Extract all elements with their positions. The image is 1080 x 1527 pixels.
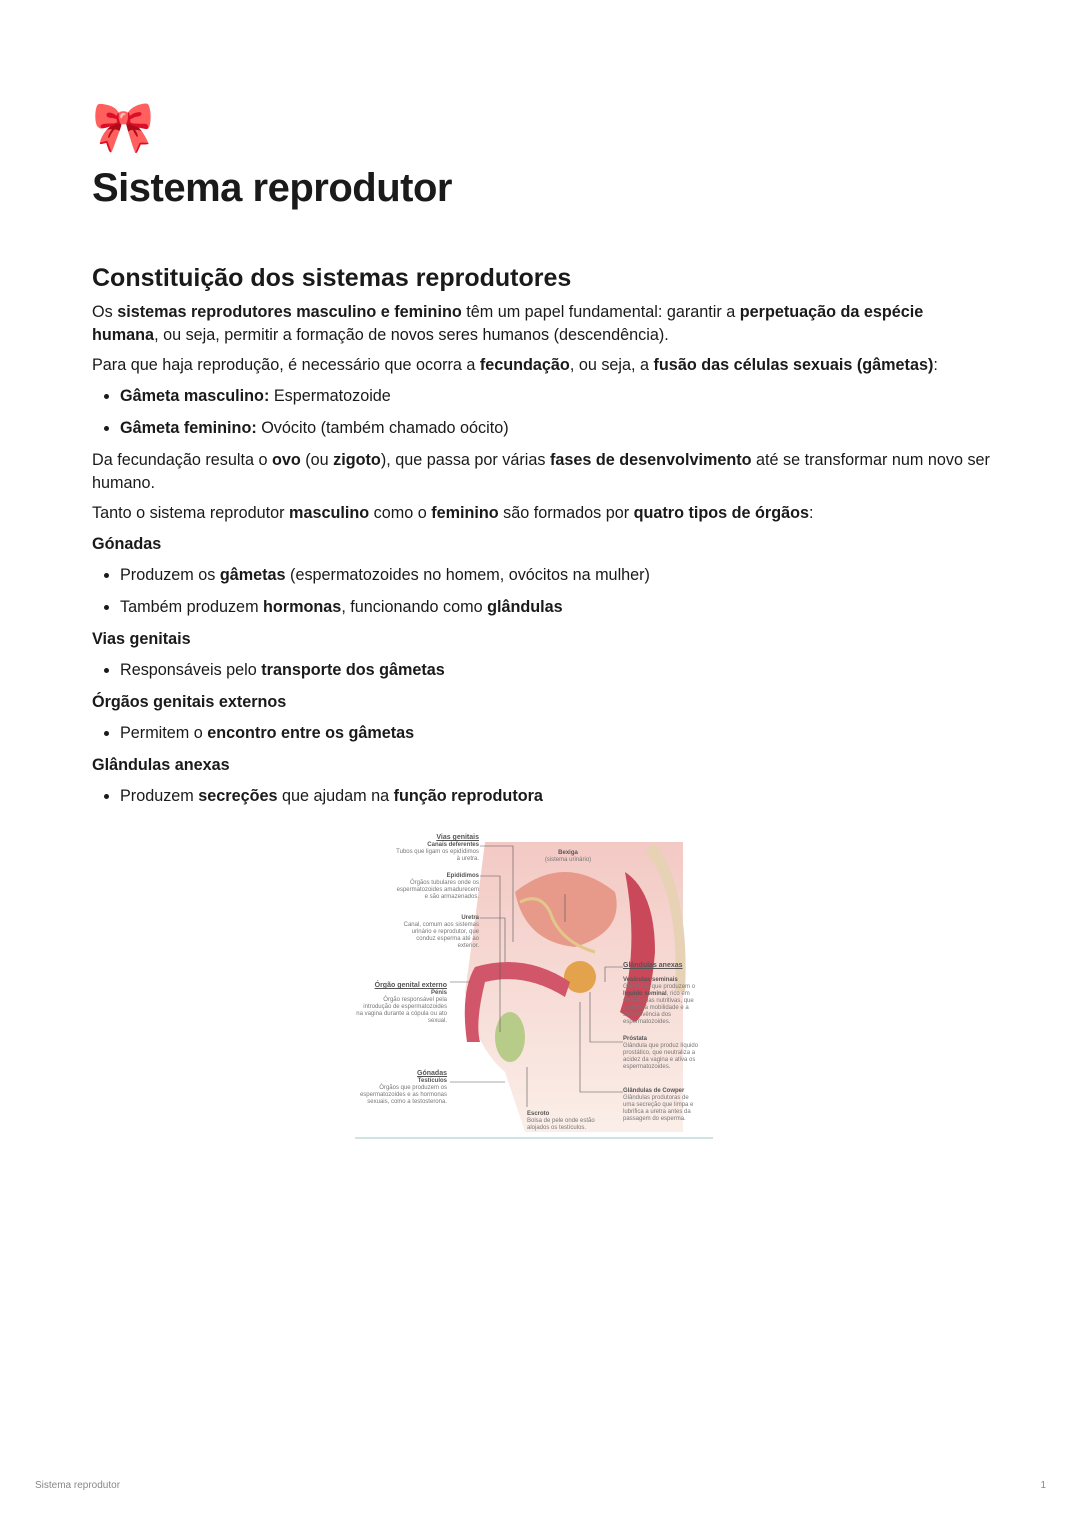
gametas-list [92, 385, 992, 440]
list-item: • Também produzem hormonas, funcionando como glândulas [120, 596, 992, 619]
subheading-externos: Órgãos genitais externos [92, 693, 287, 711]
section-heading: Constituição dos sistemas reprodutores [92, 264, 572, 292]
subheading-anexas: Glândulas anexas [92, 756, 230, 774]
paragraph: Para que haja reprodução, é necessário que ocorra a fecundação, ou seja, a fusão das células sexuais (gâmetas): [92, 356, 938, 374]
ribbon-bow-icon: 🎀 [92, 99, 155, 155]
list-item: • Responsáveis pelo transporte dos gâmetas [120, 659, 992, 682]
list-item: • Produzem secreções que ajudam na função reprodutora [120, 785, 992, 808]
list-item: • Gâmeta feminino: Ovócito (também chamado oócito) [120, 417, 992, 440]
page-title: Sistema reprodutor [92, 166, 452, 210]
paragraph: Tanto o sistema reprodutor masculino como o feminino são formados por quatro tipos de órgãos: [92, 504, 814, 522]
document [92, 100, 992, 1142]
list-item: • Produzem os gâmetas (espermatozoides no homem, ovócitos na mulher) [120, 564, 992, 587]
subheading-gonadas: Gónadas [92, 535, 162, 553]
paragraph: Os sistemas reprodutores masculino e feminino têm um papel fundamental: garantir a perpetuação da espécie humana, ou seja, permitir a formação de novos seres humanos (descendência). [92, 303, 924, 344]
page-number: 1 [1040, 1480, 1046, 1491]
male-reproductive-system-diagram: Vias genitais Canais deferentes Tubos que ligam os epidídimos à uretra. Epidídimos Órgãos tubulares onde os espermatozoides amadurecem e são armazenados. Uretra Canal, comum aos sistemas urinário e reprodutor, que conduz esperma até ao exterior. Órgão genital externo Pénis Órgão responsável pela introdução de espermatozoides na vagina durante a cópula ou ato sexual. Gónadas Testículos Órgãos que produzem os espermatozoides e as hormonas sexuais, como a testosterona. Bexiga (sistema urinário) Glândulas anexas Vesículas seminais Glândulas que produzem o líquido seminal, rico em substâncias nutritivas, que permite a mobilidade e a sobrevivência dos espermatozoides. Próstata Glândula que produz líquido prostático, que neutraliza a acidez da vagina e ativa os espermatozoides. Glândulas de Cowper Glândulas produtoras de uma secreção que limpa e lubrifica a uretra antes da passagem do esperma. Escroto Bolsa de pele onde estão alojados os testículos. [355, 832, 713, 1142]
paragraph: Da fecundação resulta o ovo (ou zigoto), que passa por várias fases de desenvolvimento até se transformar num novo ser humano. [92, 451, 990, 492]
list-item: • Permitem o encontro entre os gâmetas [120, 722, 992, 745]
subheading-vias: Vias genitais [92, 630, 191, 648]
footer-title: Sistema reprodutor [35, 1480, 121, 1491]
list-item: • Gâmeta masculino: Espermatozoide [120, 385, 992, 408]
